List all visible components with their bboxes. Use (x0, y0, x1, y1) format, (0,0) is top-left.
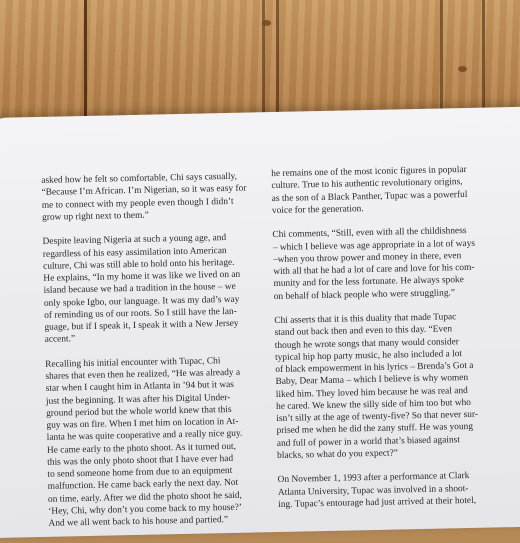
nail-hole (262, 20, 271, 26)
text-line: of black empowerment in his lyrics – Brenda’s Got a (275, 360, 474, 376)
text-line: ‘Hey, Chi, why don’t you come back to my house?’ (48, 502, 243, 517)
article-paragraph (274, 310, 499, 462)
text-line: me to connect with my people even though I didn’t (41, 196, 234, 211)
nail-hole (458, 66, 467, 72)
text-line: shares that even then he realized, “He was already a (45, 367, 241, 382)
text-line: asked how he felt so comfortable, Chi says casually, (41, 171, 238, 186)
right-text-column (271, 163, 500, 523)
text-line: to send someone home from due to an equipment (47, 465, 233, 480)
text-line: Atlanta University, Tupac was involved in a shoot- (277, 483, 469, 498)
text-line: malfunction. He came back early the next day. Not (47, 478, 239, 493)
text-line: just the beginning. It was after his Digital Under- (45, 392, 231, 407)
text-line: only spoke Igbo, our language. It was my dad’s way (43, 294, 240, 309)
text-line: of reminding us of our roots. So I still have the lan- (44, 306, 237, 321)
text-line: – which I believe was age appropriate in a lot of ways (272, 238, 476, 253)
text-line: liked him. They loved him because he was real and (275, 385, 468, 400)
text-line: as the son of a Black Panther, Tupac was a powerful (271, 189, 468, 204)
article-paragraph (272, 225, 495, 303)
text-line: grow up right next to them.” (41, 210, 149, 223)
text-line: ing. Tupac’s entourage had just arrived at their hotel, (278, 495, 477, 510)
text-line: accent.” (44, 334, 76, 346)
text-line: isn’t silly at the age of twenty-five? So that never sur- (276, 409, 479, 425)
text-line: Despite leaving Nigeria at such a young age, and (42, 233, 227, 248)
text-line: voice for the generation. (271, 203, 364, 216)
text-line: “Because I’m African. I’m Nigerian, so it was easy for (41, 183, 247, 199)
text-line: with all that he had a lot of care and love for his com- (273, 262, 475, 278)
article-paragraph (41, 170, 264, 224)
text-line: He explains, “In my home it was like we lived on an (43, 269, 241, 284)
text-line: lanta he was quite cooperative and a really nice guy. (46, 428, 243, 444)
text-line: stand out back then and even to this day. “Even (274, 324, 453, 339)
text-line: on behalf of black people who were struggling.” (273, 287, 456, 302)
text-line: though he wrote songs that many would consider (274, 336, 459, 351)
text-line: ground period but the whole world knew that this (46, 404, 232, 419)
text-line: this was the only photo shoot that I have ever had (47, 453, 234, 468)
text-line: on time, early. After we did the photo shoot he said, (47, 490, 242, 505)
text-line: blacks, so what do you expect?” (277, 448, 399, 461)
left-text-column (41, 170, 271, 542)
article-paragraph (271, 163, 494, 217)
text-line: regardless of his easy assimilation into American (42, 245, 227, 260)
text-line: star when I caught him in Atlanta in ’94 but it was (45, 380, 235, 395)
text-line: –when you throw power and money in there, even (272, 250, 462, 265)
article-paragraph (278, 470, 501, 511)
text-line: munity and for the less fortunate. He always spoke (273, 275, 464, 290)
text-line: guy was on fire. When I met him on location in At- (46, 416, 239, 431)
text-line: Chi comments, “Still, even with all the childishness (272, 226, 467, 241)
text-line: typical hip hop party music, he also included a lot (274, 348, 463, 363)
text-line: Chi asserts that it is this duality that made Tupac (274, 312, 457, 327)
text-line: prised me when he did the zany stuff. He was young (276, 422, 474, 437)
text-line: And we all went back to his house and partied.” (48, 515, 229, 529)
article-paragraph (42, 231, 266, 346)
article-paragraph (45, 354, 271, 530)
magazine-page (0, 106, 520, 538)
text-line: culture. True to his authentic revolutionary origins, (271, 177, 463, 192)
text-line: culture, Chi was still able to hold onto his heritage. (43, 257, 235, 272)
text-line: On November 1, 1993 after a performance at Clark (277, 471, 470, 486)
text-line: Baby, Dear Mama – which I believe is why women (275, 373, 469, 388)
text-line: island because we had a tradition in the house – we (43, 282, 236, 297)
text-line: he cared. We knew the silly side of him too but who (276, 397, 472, 412)
text-line: Recalling his initial encounter with Tupac, Chi (45, 355, 221, 370)
text-line: and full of power in a world that’s biased against (276, 434, 460, 449)
text-line: he remains one of the most iconic figures in popular (271, 164, 467, 180)
text-line: guage, but if I speak it, I speak it with a New Jersey (44, 318, 239, 333)
text-line: He came early to the photo shoot. As it turned out, (46, 441, 237, 456)
